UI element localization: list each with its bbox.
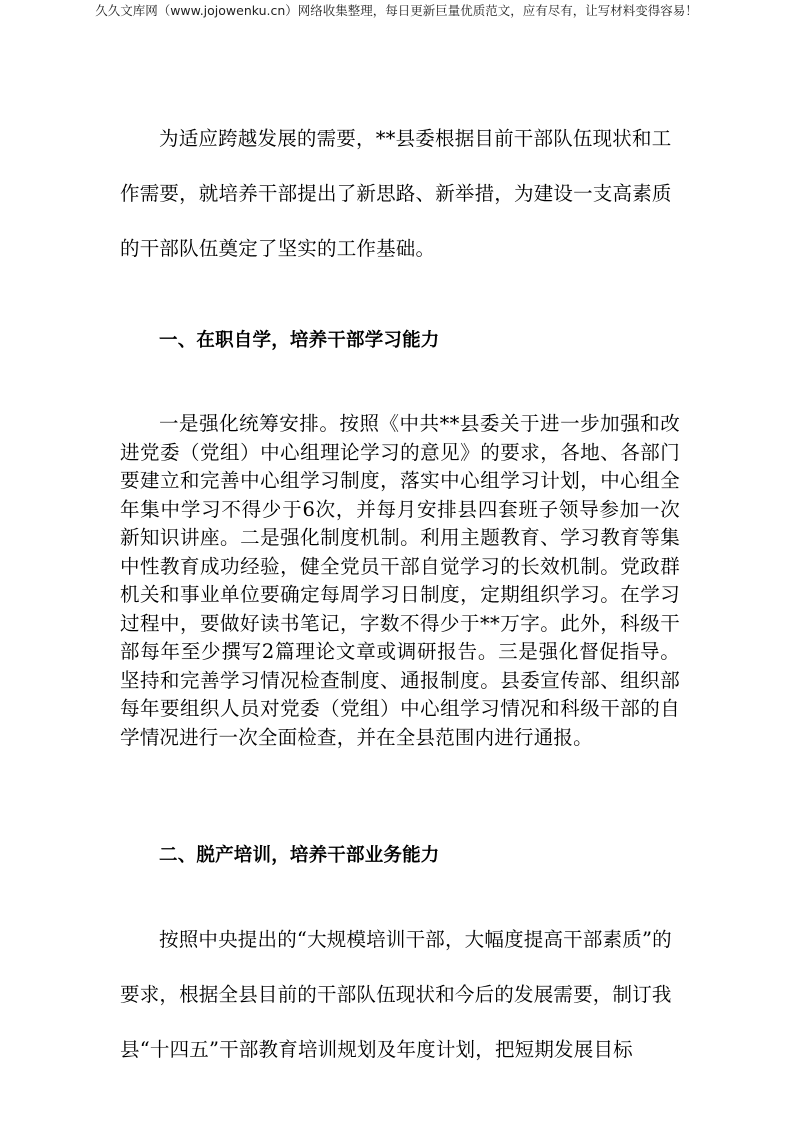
section2-heading-block <box>120 841 680 867</box>
header-note: 久久文库网（www.jojowenku.cn）网络收集整理，每日更新巨量优质范文，应有尽有，让写材料变得容易！ <box>95 3 698 18</box>
section1-body-block <box>120 410 680 752</box>
section1-heading-block <box>120 326 680 352</box>
section1-paragraph: 一是强化统筹安排。按照《中共**县委关于进一步加强和改进党委（党组）中心组理论学习的意见》的要求，各地、各部门要建立和完善中心组学习制度，落实中心组学习计划，中心组全年集中学习不得少于6次，并每月安排县四套班子领导参加一次新知识讲座。二是强化制度机制。利用主题教育、学习教育等集中性教育成功经验，健全党员干部自觉学习的长效机制。党政群机关和事业单位要确定每周学习日制度，定期组织学习。在学习过程中，要做好读书笔记，字数不得少于**万字。此外，科级干部每年至少撰写2篇理论文章或调研报告。三是强化督促指导。坚持和完善学习情况检查制度、通报制度。县委宣传部、组织部每年要组织人员对党委（党组）中心组学习情况和科级干部的自学情况进行一次全面检查，并在全县范围内进行通报。 <box>120 412 680 749</box>
intro-paragraph: 为适应跨越发展的需要，**县委根据目前干部队伍现状和工作需要，就培养干部提出了新思路、新举措，为建设一支高素质的干部队伍奠定了坚实的工作基础。 <box>120 127 672 260</box>
section1-title: 一、在职自学，培养干部学习能力 <box>159 330 440 351</box>
section2-title: 二、脱产培训，培养干部业务能力 <box>159 845 440 866</box>
intro-block <box>120 111 680 276</box>
section2-paragraph: 按照中央提出的“大规模培训干部，大幅度提高干部素质”的要求，根据全县目前的干部队伍现状和今后的发展需要，制订我县“十四五”干部教育培训规划及年度计划，把短期发展目标 <box>120 928 672 1061</box>
section2-body-block <box>120 912 680 1077</box>
